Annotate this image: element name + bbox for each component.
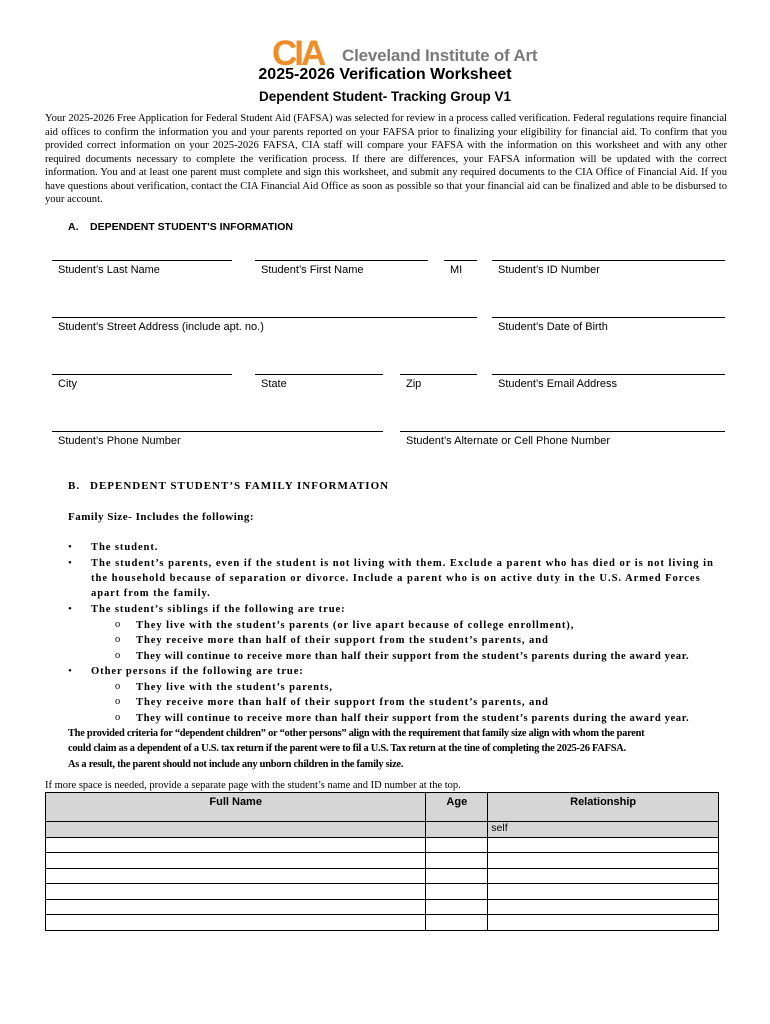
sub-bullet-icon: o xyxy=(115,619,121,630)
full-name-cell[interactable] xyxy=(46,884,426,900)
city-field[interactable]: City xyxy=(52,374,232,392)
full-name-cell[interactable] xyxy=(46,868,426,884)
section-a-letter: A. xyxy=(68,221,79,233)
table-header-row xyxy=(46,793,719,822)
bullet-icon: • xyxy=(68,665,72,677)
state-field[interactable]: State xyxy=(255,374,383,392)
relationship-cell[interactable] xyxy=(488,868,719,884)
zip-field[interactable]: Zip xyxy=(400,374,477,392)
full-name-cell[interactable] xyxy=(46,915,426,931)
relationship-cell[interactable]: self xyxy=(488,822,719,838)
cia-logo-mark-icon xyxy=(272,36,338,68)
bullet-student: The student. xyxy=(91,542,159,553)
alt-phone-field[interactable]: Student’s Alternate or Cell Phone Number xyxy=(400,431,725,449)
family-size-heading: Family Size- Includes the following: xyxy=(68,511,255,523)
intro-paragraph: Your 2025-2026 Free Application for Federal Student Aid (FAFSA) was selected for review in a process called verification. Federal regulations require financial aid offices to confirm the information you and your parents reported on your FAFSA prior to finalizing your eligibility for financial aid. To confirm that you provided correct information on your 2025-2026 FAFSA, CIA staff will compare your FAFSA with the information on this worksheet and with any other required documents necessary to complete the verification process. If there are differences, your FAFSA information will be updated with the correct information. You and at least one parent must complete and sign this worksheet, and submit any required documents to the CIA Office of Financial Aid. If you have questions about verification, contact the CIA Financial Aid Office as soon as possible so that your financial aid can be finalized and able to be disbursed to your account. xyxy=(45,113,727,205)
last-name-field[interactable]: Student’s Last Name xyxy=(52,260,232,278)
page-subtitle: Dependent Student- Tracking Group V1 xyxy=(258,89,512,104)
section-b-letter: B. xyxy=(68,480,81,492)
section-b-heading xyxy=(68,480,389,492)
table-row xyxy=(46,915,719,931)
table-row xyxy=(46,899,719,915)
table-row xyxy=(46,868,719,884)
header-full-name: Full Name xyxy=(46,793,426,822)
age-cell[interactable] xyxy=(426,899,488,915)
siblings-criterion-1: They live with the student’s parents (or live apart because of college enrollment), xyxy=(136,620,575,631)
section-a-title: DEPENDENT STUDENT'S INFORMATION xyxy=(90,221,293,233)
email-field[interactable]: Student’s Email Address xyxy=(492,374,725,392)
logo-wordmark: Cleveland Institute of Art xyxy=(342,46,538,65)
header-relationship: Relationship xyxy=(488,793,719,822)
age-cell[interactable] xyxy=(426,868,488,884)
relationship-cell[interactable] xyxy=(488,837,719,853)
page-title: 2025-2026 Verification Worksheet xyxy=(258,66,512,83)
age-cell[interactable] xyxy=(426,915,488,931)
relationship-cell[interactable] xyxy=(488,853,719,869)
logo-mark-text: CIA xyxy=(272,36,324,68)
section-b-title: DEPENDENT STUDENT’S FAMILY INFORMATION xyxy=(90,480,390,492)
table-row xyxy=(46,837,719,853)
bullet-parents-line2: the household because of separation or divorce. Include a parent who is on active duty in the U.S. Armed Forces xyxy=(91,573,701,584)
bullet-siblings: The student’s siblings if the following are true: xyxy=(91,604,346,615)
age-cell[interactable] xyxy=(426,822,488,838)
criteria-note-line2: could claim as a dependent of a U.S. tax return if the parent were to fil a U.S. Tax return at the tine of completing the 2025-26 FAFSA. xyxy=(68,743,626,754)
street-address-field[interactable]: Student’s Street Address (include apt. no.) xyxy=(52,317,477,335)
siblings-criterion-2: They receive more than half of their support from the student’s parents, and xyxy=(136,635,549,646)
relationship-cell[interactable] xyxy=(488,884,719,900)
siblings-criterion-3: They will continue to receive more than half their support from the student’s parents during the award year. xyxy=(136,651,690,662)
other-criterion-2: They receive more than half of their support from the student’s parents, and xyxy=(136,697,549,708)
full-name-cell[interactable] xyxy=(46,853,426,869)
full-name-cell[interactable] xyxy=(46,899,426,915)
family-members-table xyxy=(45,792,719,931)
student-id-field[interactable]: Student’s ID Number xyxy=(492,260,725,278)
section-a-heading xyxy=(68,221,293,233)
relationship-cell[interactable] xyxy=(488,899,719,915)
header-age: Age xyxy=(426,793,488,822)
other-criterion-3: They will continue to receive more than half their support from the student’s parents during the award year. xyxy=(136,713,690,724)
mi-field[interactable]: MI xyxy=(444,260,477,278)
bullet-other-persons: Other persons if the following are true: xyxy=(91,666,304,677)
bullet-icon: • xyxy=(68,603,72,615)
sub-bullet-icon: o xyxy=(115,696,121,707)
criteria-note-line3: As a result, the parent should not include any unborn children in the family size. xyxy=(68,759,404,770)
date-of-birth-field[interactable]: Student’s Date of Birth xyxy=(492,317,725,335)
sub-bullet-icon: o xyxy=(115,650,121,661)
age-cell[interactable] xyxy=(426,853,488,869)
age-cell[interactable] xyxy=(426,837,488,853)
sub-bullet-icon: o xyxy=(115,681,121,692)
extra-space-note: If more space is needed, provide a separate page with the student’s name and ID number at the top. xyxy=(45,780,461,791)
sub-bullet-icon: o xyxy=(115,634,121,645)
full-name-cell[interactable] xyxy=(46,822,426,838)
table-row xyxy=(46,822,719,838)
relationship-cell[interactable] xyxy=(488,915,719,931)
cia-logo xyxy=(272,36,542,68)
other-criterion-1: They live with the student’s parents, xyxy=(136,682,333,693)
bullet-icon: • xyxy=(68,541,72,553)
bullet-parents-line3: apart from the family. xyxy=(91,588,211,599)
full-name-cell[interactable] xyxy=(46,837,426,853)
table-row xyxy=(46,884,719,900)
table-row xyxy=(46,853,719,869)
criteria-note-line1: The provided criteria for “dependent children” or “other persons” align with the requirement that family size align with whom the parent xyxy=(68,728,645,739)
bullet-parents-line1: The student’s parents, even if the student is not living with them. Exclude a parent who has died or is not living in xyxy=(91,558,714,569)
age-cell[interactable] xyxy=(426,884,488,900)
phone-field[interactable]: Student’s Phone Number xyxy=(52,431,383,449)
first-name-field[interactable]: Student’s First Name xyxy=(255,260,428,278)
sub-bullet-icon: o xyxy=(115,712,121,723)
bullet-icon: • xyxy=(68,557,72,569)
